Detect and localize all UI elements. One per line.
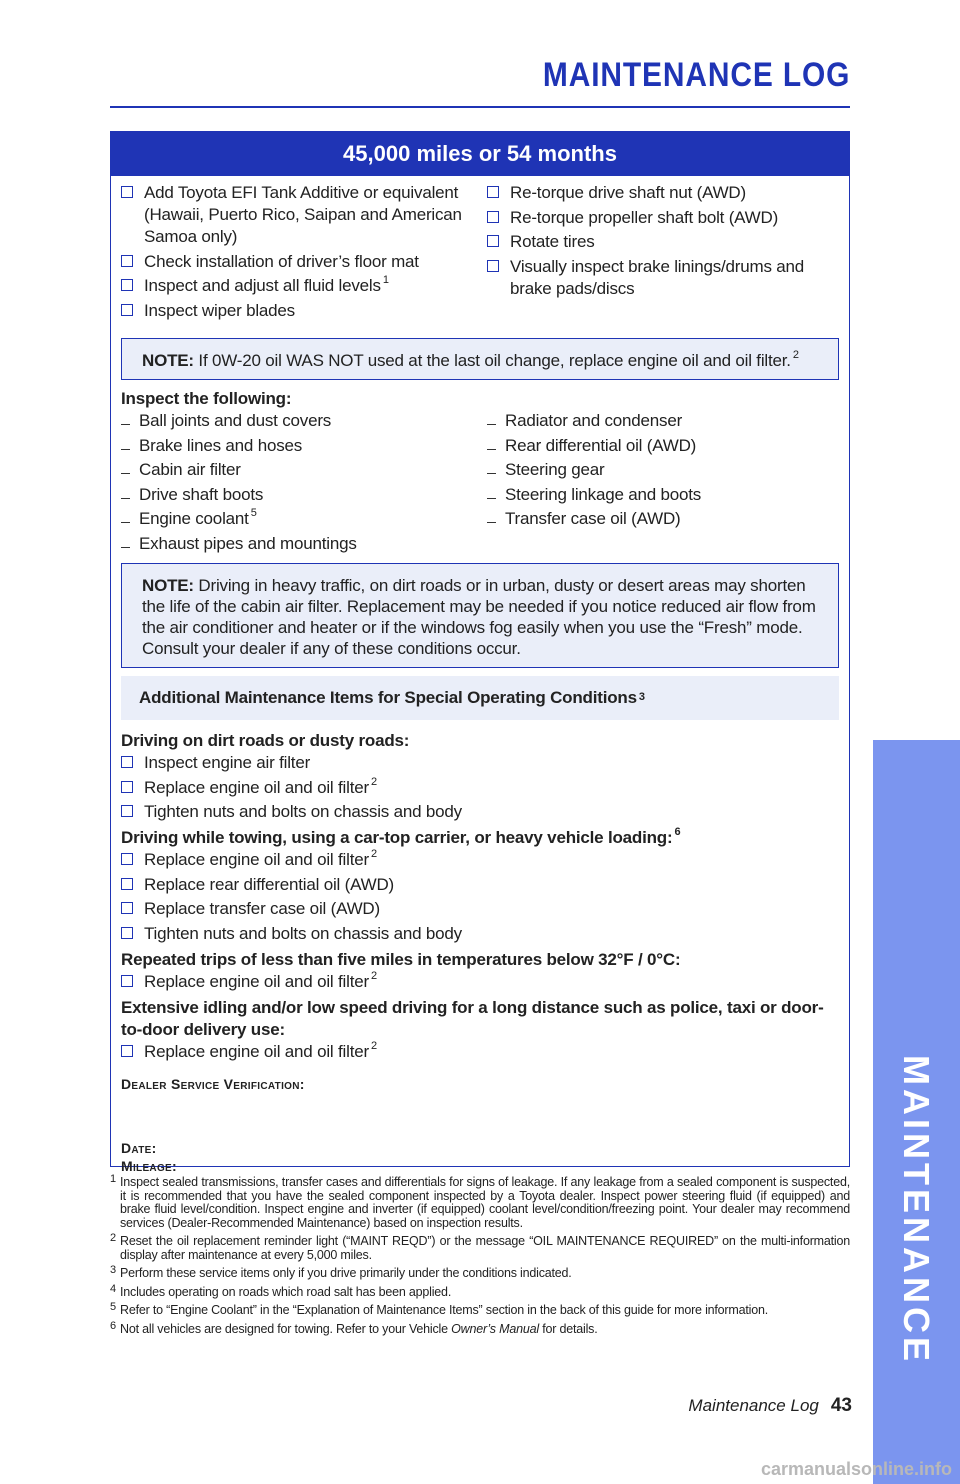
item-text [144,898,382,920]
item-label: Steering linkage and boots [505,484,702,504]
checkbox-icon[interactable] [487,211,499,223]
checklist-item [121,801,839,823]
footnote-number: 5 [110,1301,116,1313]
checkbox-icon[interactable] [121,805,133,817]
log-content [111,182,849,1175]
section-side-tab [873,740,960,1484]
checklist-item [487,207,839,229]
item-text [144,1041,377,1063]
blank-line [121,459,130,474]
footnote-number: 4 [110,1282,116,1295]
blank-line [487,410,496,425]
checklist-item [121,971,839,993]
checklist-item [121,849,839,871]
note-sup: 2 [792,349,799,362]
additional-heading-text: Additional Maintenance Items for Special Operating Conditions [139,688,637,707]
checkbox-icon[interactable] [121,975,133,987]
checklist-item [121,251,473,273]
date-label: Date: [121,1139,157,1156]
item-label: Re-torque propeller shaft bolt (AWD) [510,207,779,227]
checkbox-icon[interactable] [121,927,133,939]
item-footnote-ref: 1 [382,274,389,287]
blank-line [121,533,130,548]
footnote-text [120,1235,850,1262]
condition-heading [121,949,839,971]
item-label: Replace engine oil and oil filter [144,1041,369,1061]
inspect-column-left [121,410,473,557]
item-label: Radiator and condenser [505,411,683,430]
checkbox-icon[interactable] [121,1045,133,1057]
checkbox-icon[interactable] [121,186,133,198]
blank-line [121,435,130,450]
item-label: Ball joints and dust covers [139,411,332,430]
item-text [505,459,606,481]
footnote [110,1173,850,1230]
item-text [505,508,683,530]
item-label: Visually inspect brake linings/drums and brake pads/discs [510,256,805,298]
item-text [510,182,748,204]
note-text: Driving in heavy traffic, on dirt roads or in urban, dusty or desert areas may shorten the life of the cabin air filter. Replacement may be needed if you notice reduced air flow from the air conditioner and heater or if the windows fog easily when you use the “Fresh” mode. Consult your dealer if any of these conditions occur. [142,576,816,658]
note-cabin-filter [121,563,839,668]
checklist-item [121,1041,839,1063]
checklist-item [121,923,839,945]
item-text [144,874,396,896]
blank-line [487,484,496,499]
item-text [510,256,839,300]
condition-heading [121,827,839,849]
item-footnote-ref: 2 [370,969,377,982]
checkbox-icon[interactable] [121,878,133,890]
footnote [110,1319,850,1337]
interval-header: 45,000 miles or 54 months [111,132,849,176]
footnote-body: Not all vehicles are designed for towing. Refer to your Vehicle [120,1321,448,1336]
checkbox-icon[interactable] [487,260,499,272]
item-label: Transfer case oil (AWD) [505,509,681,528]
condition-heading-text: Repeated trips of less than five miles in temperatures below 32°F / 0°C: [121,949,681,969]
condition-heading-text: Extensive idling and/or low speed driving for a long distance such as police, taxi or door-to-door delivery use: [121,997,824,1039]
inspect-item [487,459,839,481]
item-text [144,251,421,273]
item-label: Cabin air filter [139,460,241,479]
inspect-item [487,435,839,457]
inspect-item [487,484,839,506]
checklist-item [487,231,839,253]
item-label: Replace transfer case oil (AWD) [144,899,380,918]
item-text [510,231,597,253]
inspect-item [487,410,839,432]
blank-line [487,459,496,474]
maintenance-log-box [110,131,850,1174]
footnote-body: Perform these service items only if you drive primarily under the conditions indicated. [120,1266,572,1280]
inspect-item [487,508,839,530]
item-text [139,508,257,530]
inspect-item [121,459,473,481]
item-text [139,484,265,506]
blank-line [121,484,130,499]
inspect-item [121,484,473,506]
item-footnote-ref: 2 [370,1039,377,1052]
footnote [110,1282,850,1300]
checklist-item [121,275,473,297]
blank-line [487,435,496,450]
watermark: carmanualsonline.info [760,1459,952,1479]
item-label: Check installation of driver’s floor mat [144,251,419,271]
inspect-item [121,435,473,457]
item-label: Rotate tires [510,232,595,251]
item-text [139,533,359,555]
inspect-column-right [473,410,839,557]
footer-section-name: Maintenance Log [688,1396,819,1415]
condition-heading [121,997,839,1041]
inspect-columns [121,410,839,557]
checkbox-icon[interactable] [121,756,133,768]
item-label: Tighten nuts and bolts on chassis and body [144,802,462,821]
checklist-item [121,777,839,799]
page-footer [688,1395,852,1417]
item-text [144,752,312,774]
footnote [110,1264,850,1281]
item-label: Inspect engine air filter [144,753,311,772]
checkbox-icon[interactable] [121,902,133,914]
condition-heading-text: Driving on dirt roads or dusty roads: [121,731,410,750]
footnotes [110,1173,850,1341]
item-label: Inspect and adjust all fluid levels [144,276,381,295]
task-column-left [121,182,473,324]
blank-line [121,410,130,425]
condition-footnote-ref: 6 [674,826,681,839]
footnote-text [120,1267,850,1281]
item-label: Replace engine oil and oil filter [144,850,369,869]
item-label: Exhaust pipes and mountings [139,533,357,553]
footnote-body: Inspect sealed transmissions, transfer cases and differentials for signs of leakage. If any leakage from a sealed component is suspected, it is recommended that you have the sealed component inspected by a Toyota dealer. Inspect power steering fluid (if equipped) and brake fluid level/condition. Inspect engine and inverter (if equipped) coolant level/condition/freezing point. Your dealer may recommend services (Dealer-Recommended Maintenance) based on inspection results. [120,1175,850,1230]
title-rule [110,106,850,108]
checklist-item [121,182,473,248]
checklist-item [487,182,839,204]
mileage-label: Mileage: [121,1157,177,1174]
checklist-item [121,874,839,896]
blank-line [121,508,130,523]
inspect-item [121,410,473,432]
item-text [144,971,377,993]
inspect-item [121,508,473,530]
item-text [144,300,297,322]
footnote-body: Includes operating on roads which road salt has been applied. [120,1284,452,1299]
inspect-heading: Inspect the following: [121,389,292,408]
note-label: NOTE: [142,351,194,370]
item-text [139,410,333,432]
item-label: Brake lines and hoses [139,435,303,455]
page-title: MAINTENANCE LOG [542,56,850,94]
footnote-number: 3 [110,1264,116,1276]
item-label: Replace rear differential oil (AWD) [144,874,394,894]
item-label: Replace engine oil and oil filter [144,777,369,797]
checklist-item [487,256,839,300]
item-text [505,435,698,457]
item-label: Steering gear [505,460,605,479]
side-tab-label: MAINTENANCE [896,1055,937,1365]
page-number: 43 [830,1395,852,1416]
note-text: If 0W-20 oil WAS NOT used at the last oil change, replace engine oil and oil filter. [198,351,791,370]
item-label: Re-torque drive shaft nut (AWD) [510,183,746,202]
item-text [144,923,464,945]
verification-fields [121,1139,839,1175]
blank-line [487,508,496,523]
item-footnote-ref: 5 [250,507,257,520]
footnote-text [120,1176,850,1230]
footnote-italic: Owner’s Manual [451,1321,539,1336]
inspect-item [121,533,473,555]
footnote-text [120,1304,850,1318]
task-columns [121,182,839,324]
footnote-text [120,1286,850,1300]
item-text [510,207,780,229]
item-text [505,410,684,432]
checkbox-icon[interactable] [487,186,499,198]
footnote [110,1232,850,1262]
task-column-right [473,182,839,324]
item-text [144,777,377,799]
item-text [139,459,243,481]
checkbox-icon[interactable] [121,255,133,267]
note-label: NOTE: [142,576,194,595]
dealer-verification-label: Dealer Service Verification: [121,1075,305,1092]
item-label: Replace engine oil and oil filter [144,971,369,991]
footnote-number: 2 [110,1232,116,1244]
item-footnote-ref: 2 [370,848,377,861]
item-label: Engine coolant [139,509,249,528]
checkbox-icon[interactable] [121,853,133,865]
footnote-body: Refer to “Engine Coolant” in the “Explanation of Maintenance Items” section in the back of this guide for more information. [120,1303,768,1317]
item-label: Inspect wiper blades [144,300,295,320]
footnote [110,1301,850,1318]
item-text [144,801,464,823]
item-text [144,275,389,297]
checklist-item [121,300,473,322]
additional-items-heading: Additional Maintenance Items for Special Operating Conditions $^3$ [121,676,839,720]
special-conditions [121,730,839,1063]
item-label: Add Toyota EFI Tank Additive or equivalent (Hawaii, Puerto Rico, Saipan and American Samoa only) [144,183,462,246]
item-label: Drive shaft boots [139,484,264,504]
item-text [139,435,304,457]
item-label: Rear differential oil (AWD) [505,435,697,455]
condition-heading [121,730,839,752]
footnote-tail: for details. [542,1321,598,1336]
footnote-text [120,1323,850,1337]
item-text [505,484,703,506]
item-text [144,182,473,248]
condition-heading-text: Driving while towing, using a car-top carrier, or heavy vehicle loading: [121,828,673,847]
item-footnote-ref: 2 [370,775,377,788]
note-oil [121,338,839,380]
footnote-body: Reset the oil replacement reminder light (“MAINT REQD”) or the message “OIL MAINTENANCE REQUIRED” on the multi-information display after maintenance at every 5,000 miles. [120,1234,850,1262]
checklist-item [121,898,839,920]
item-text [144,849,377,871]
checkbox-icon[interactable] [487,235,499,247]
checkbox-icon[interactable] [121,304,133,316]
footnote-number: 6 [110,1319,116,1332]
checkbox-icon[interactable] [121,781,133,793]
checklist-item [121,752,839,774]
footnote-number: 1 [110,1173,116,1185]
checkbox-icon[interactable] [121,279,133,291]
item-label: Tighten nuts and bolts on chassis and body [144,923,462,943]
